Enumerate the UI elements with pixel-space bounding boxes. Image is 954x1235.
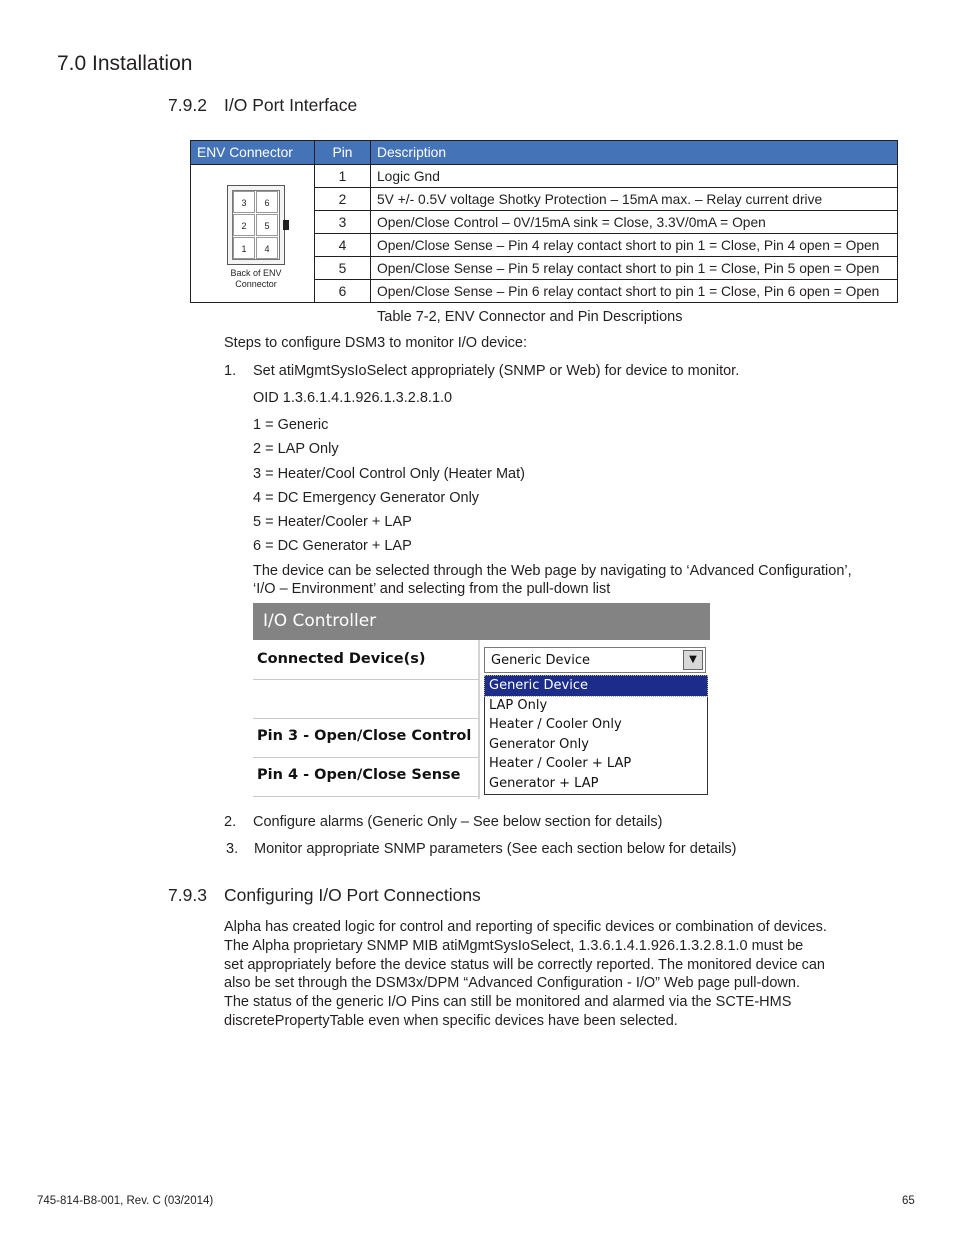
web-note-line-1: The device can be selected through the Web page by navigating to ‘Advanced Configuration’, xyxy=(253,563,852,579)
description-cell: 5V +/- 0.5V voltage Shotky Protection – 15mA max. – Relay current drive xyxy=(371,188,898,211)
paragraph-line: discretePropertyTable even when specific devices have been selected. xyxy=(224,1013,678,1029)
connected-devices-label: Connected Device(s) xyxy=(257,651,426,667)
io-controller-title: I/O Controller xyxy=(253,603,710,640)
connected-device-select[interactable] xyxy=(484,647,706,673)
option-item: 3 = Heater/Cool Control Only (Heater Mat) xyxy=(253,466,525,482)
paragraph-line: also be set through the DSM3x/DPM “Advanced Configuration - I/O” Web page pull-down. xyxy=(224,975,800,991)
pin4-label: Pin 4 - Open/Close Sense xyxy=(257,767,461,783)
dropdown-option[interactable]: Heater / Cooler Only xyxy=(489,717,622,732)
paragraph-line: The Alpha proprietary SNMP MIB atiMgmtSysIoSelect, 1.3.6.1.4.1.926.1.3.2.8.1.0 must be xyxy=(224,938,804,954)
dropdown-option[interactable]: Heater / Cooler + LAP xyxy=(489,756,632,771)
dropdown-option[interactable]: Generic Device xyxy=(485,676,707,696)
description-cell: Open/Close Sense – Pin 6 relay contact short to pin 1 = Close, Pin 6 open = Open xyxy=(371,280,898,303)
connector-pin: 1 xyxy=(233,237,255,259)
column-divider xyxy=(478,640,480,799)
pin-cell: 3 xyxy=(315,211,371,234)
paragraph-line: set appropriately before the device status will be correctly reported. The monitored device can xyxy=(224,957,825,973)
subsection-number: 7.9.2 xyxy=(168,95,207,115)
oid-text: OID 1.3.6.1.4.1.926.1.3.2.8.1.0 xyxy=(253,390,453,406)
description-cell: Open/Close Sense – Pin 5 relay contact short to pin 1 = Close, Pin 5 open = Open xyxy=(371,257,898,280)
step-1-text: Set atiMgmtSysIoSelect appropriately (SNMP or Web) for device to monitor. xyxy=(253,363,740,379)
step-2-text: Configure alarms (Generic Only – See below section for details) xyxy=(253,814,663,830)
selected-value: Generic Device xyxy=(491,653,591,668)
subsection-heading-793 xyxy=(168,885,481,906)
connector-pin: 6 xyxy=(256,191,278,213)
connector-diagram xyxy=(227,185,285,265)
paragraph-line: The status of the generic I/O Pins can still be monitored and alarmed via the SCTE-HMS xyxy=(224,994,792,1010)
pin-cell: 5 xyxy=(315,257,371,280)
connector-pin: 2 xyxy=(233,214,255,236)
pin-cell: 6 xyxy=(315,280,371,303)
dropdown-option[interactable]: Generator Only xyxy=(489,736,589,752)
connector-label: Back of ENV Connector xyxy=(230,268,282,289)
table-row xyxy=(191,165,898,188)
env-connector-table xyxy=(190,140,898,303)
row-divider xyxy=(253,718,479,719)
pin3-label: Pin 3 - Open/Close Control xyxy=(257,728,472,744)
dropdown-option[interactable]: Generator + LAP xyxy=(489,775,599,791)
connector-pin: 3 xyxy=(233,191,255,213)
dropdown-arrow-icon[interactable]: ▼ xyxy=(683,650,703,670)
option-item: 1 = Generic xyxy=(253,417,329,433)
footer-doc-number: 745-814-B8-001, Rev. C (03/2014) xyxy=(37,1195,214,1207)
subsection-number: 7.9.3 xyxy=(168,885,207,905)
step-2-number: 2. xyxy=(224,814,237,830)
pin-cell: 4 xyxy=(315,234,371,257)
pin-cell: 2 xyxy=(315,188,371,211)
description-cell: Open/Close Sense – Pin 4 relay contact short to pin 1 = Close, Pin 4 open = Open xyxy=(371,234,898,257)
connector-key xyxy=(283,220,289,230)
footer-page-number: 65 xyxy=(902,1195,915,1207)
device-dropdown-list[interactable] xyxy=(484,675,708,795)
section-title: 7.0 Installation xyxy=(57,52,193,75)
step-3-text: Monitor appropriate SNMP parameters (See each section below for details) xyxy=(254,841,737,857)
web-note-line-2: ‘I/O – Environment’ and selecting from the pull-down list xyxy=(253,581,611,597)
option-item: 4 = DC Emergency Generator Only xyxy=(253,490,480,506)
subsection-title: I/O Port Interface xyxy=(224,95,358,115)
connector-pin: 5 xyxy=(256,214,278,236)
paragraph-line: Alpha has created logic for control and reporting of specific devices or combination of devices. xyxy=(224,919,827,935)
row-divider xyxy=(253,679,479,680)
step-3-number: 3. xyxy=(226,841,239,857)
header-pin: Pin xyxy=(315,141,371,165)
description-cell: Logic Gnd xyxy=(371,165,898,188)
table-caption: Table 7-2, ENV Connector and Pin Descriptions xyxy=(377,309,683,325)
option-item: 5 = Heater/Cooler + LAP xyxy=(253,514,412,530)
intro-text: Steps to configure DSM3 to monitor I/O device: xyxy=(224,335,528,351)
option-item: 2 = LAP Only xyxy=(253,441,339,457)
step-1-number: 1. xyxy=(224,363,237,379)
subsection-heading-792 xyxy=(168,95,357,116)
row-divider xyxy=(253,796,479,797)
dropdown-option[interactable]: LAP Only xyxy=(489,697,548,713)
header-env-connector: ENV Connector xyxy=(191,141,315,165)
connector-body xyxy=(232,190,280,260)
option-item: 6 = DC Generator + LAP xyxy=(253,538,412,554)
row-divider xyxy=(253,757,479,758)
header-description: Description xyxy=(371,141,898,165)
description-cell: Open/Close Control – 0V/15mA sink = Close, 3.3V/0mA = Open xyxy=(371,211,898,234)
connector-pin: 4 xyxy=(256,237,278,259)
io-controller-screenshot xyxy=(253,603,710,799)
subsection-title: Configuring I/O Port Connections xyxy=(224,885,481,905)
pin-cell: 1 xyxy=(315,165,371,188)
